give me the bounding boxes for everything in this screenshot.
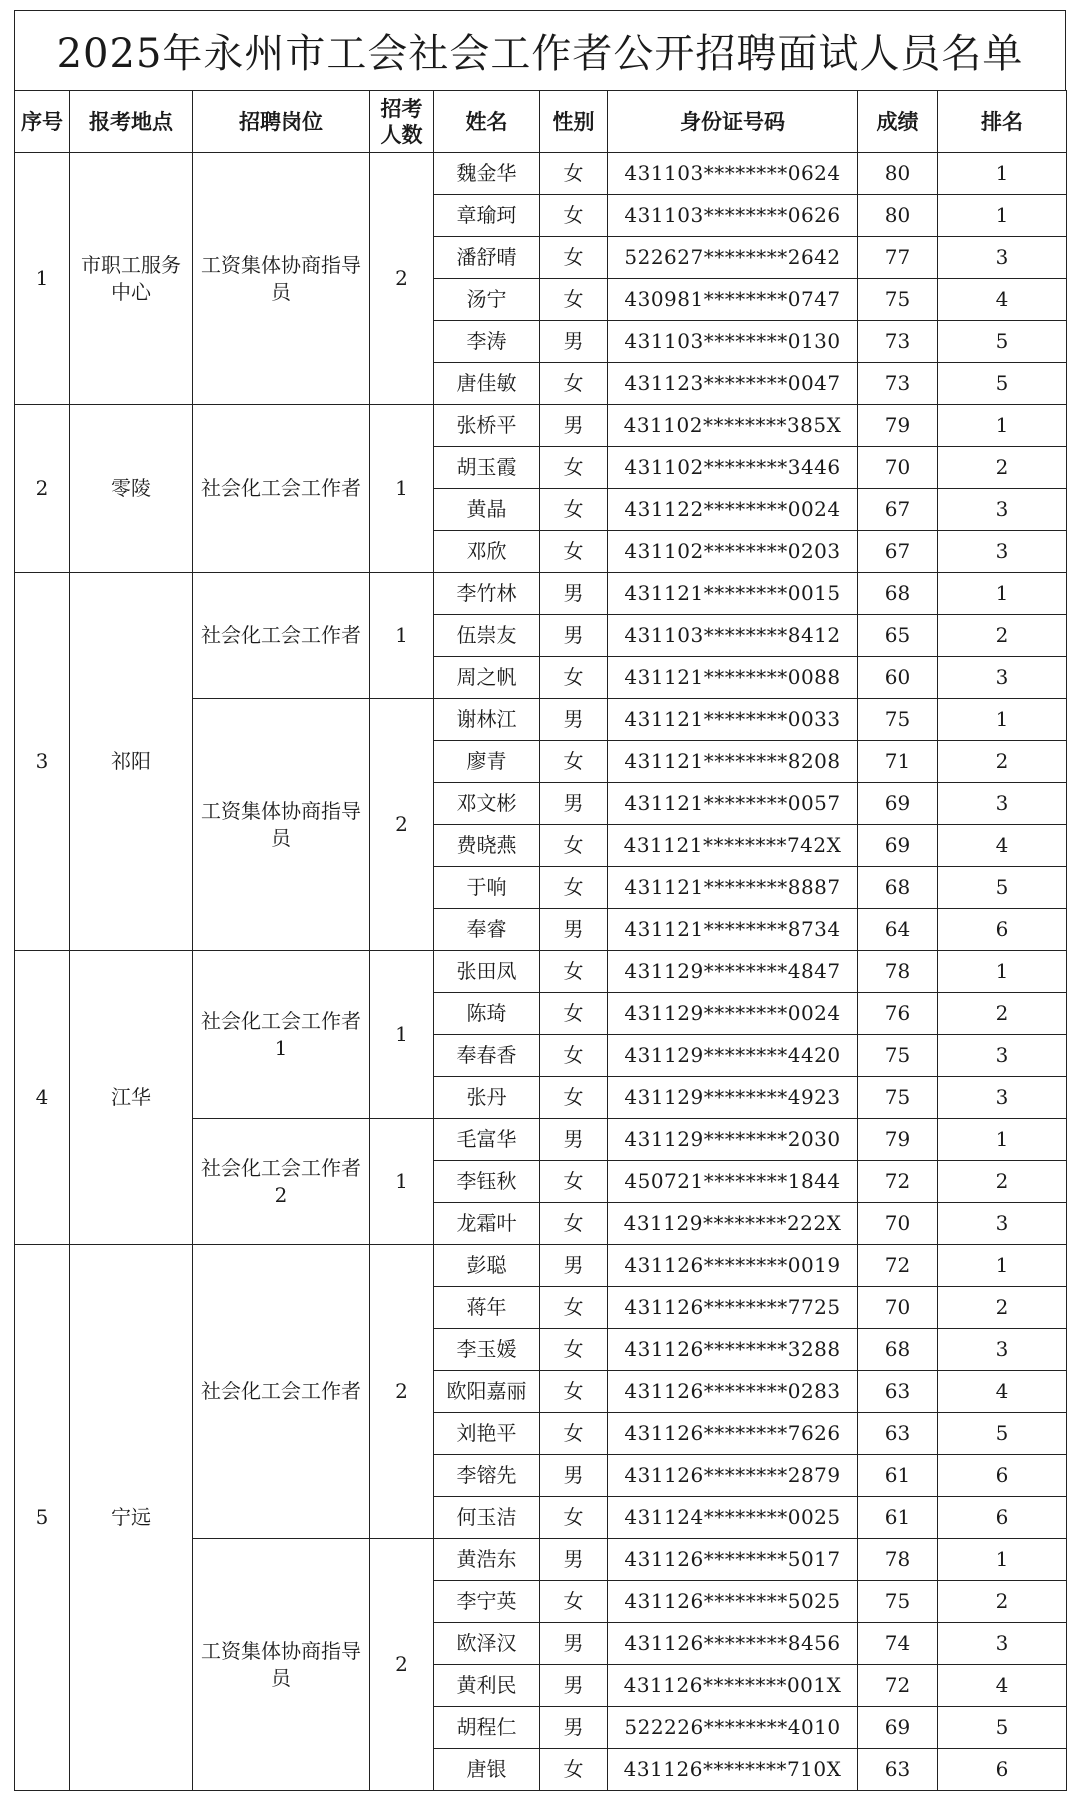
gender-cell: 女 <box>540 279 608 321</box>
score-cell: 63 <box>858 1749 938 1791</box>
header-seq: 序号 <box>15 91 70 153</box>
score-cell: 79 <box>858 1119 938 1161</box>
name-cell: 于响 <box>434 867 540 909</box>
table-row <box>15 1245 1067 1287</box>
id-cell: 431129********2030 <box>608 1119 858 1161</box>
gender-cell: 男 <box>540 783 608 825</box>
name-cell: 胡程仁 <box>434 1707 540 1749</box>
position-cell: 社会化工会工作者 <box>193 1245 370 1539</box>
rank-cell: 4 <box>938 279 1067 321</box>
id-cell: 431126********710X <box>608 1749 858 1791</box>
rank-cell: 4 <box>938 1371 1067 1413</box>
header-name: 姓名 <box>434 91 540 153</box>
table-row <box>15 951 1067 993</box>
id-cell: 522627********2642 <box>608 237 858 279</box>
rank-cell: 5 <box>938 1413 1067 1455</box>
score-cell: 75 <box>858 1581 938 1623</box>
name-cell: 奉睿 <box>434 909 540 951</box>
name-cell: 陈琦 <box>434 993 540 1035</box>
name-cell: 邓欣 <box>434 531 540 573</box>
score-cell: 78 <box>858 951 938 993</box>
rank-cell: 1 <box>938 1539 1067 1581</box>
rank-cell: 1 <box>938 153 1067 195</box>
id-cell: 431129********4847 <box>608 951 858 993</box>
rank-cell: 3 <box>938 1077 1067 1119</box>
gender-cell: 女 <box>540 1203 608 1245</box>
gender-cell: 女 <box>540 153 608 195</box>
location-cell: 祁阳 <box>70 573 193 951</box>
name-cell: 谢林江 <box>434 699 540 741</box>
score-cell: 80 <box>858 195 938 237</box>
id-cell: 431126********0283 <box>608 1371 858 1413</box>
header-quota <box>370 91 434 153</box>
rank-cell: 5 <box>938 1707 1067 1749</box>
score-cell: 69 <box>858 1707 938 1749</box>
rank-cell: 4 <box>938 825 1067 867</box>
score-cell: 77 <box>858 237 938 279</box>
gender-cell: 男 <box>540 1455 608 1497</box>
score-cell: 68 <box>858 867 938 909</box>
rank-cell: 3 <box>938 783 1067 825</box>
header-quota-line2: 人数 <box>380 122 423 147</box>
score-cell: 80 <box>858 153 938 195</box>
location-cell: 江华 <box>70 951 193 1245</box>
id-cell: 431126********0019 <box>608 1245 858 1287</box>
quota-cell: 1 <box>370 1119 434 1245</box>
gender-cell: 女 <box>540 1371 608 1413</box>
name-cell: 唐银 <box>434 1749 540 1791</box>
header-row <box>15 91 1067 153</box>
rank-cell: 1 <box>938 699 1067 741</box>
gender-cell: 女 <box>540 741 608 783</box>
id-cell: 431102********385X <box>608 405 858 447</box>
id-cell: 431102********3446 <box>608 447 858 489</box>
gender-cell: 女 <box>540 447 608 489</box>
gender-cell: 男 <box>540 1665 608 1707</box>
gender-cell: 男 <box>540 405 608 447</box>
gender-cell: 女 <box>540 825 608 867</box>
rank-cell: 2 <box>938 1287 1067 1329</box>
seq-cell: 4 <box>15 951 70 1245</box>
rank-cell: 3 <box>938 1035 1067 1077</box>
rank-cell: 2 <box>938 447 1067 489</box>
score-cell: 61 <box>858 1455 938 1497</box>
score-cell: 70 <box>858 447 938 489</box>
score-cell: 63 <box>858 1371 938 1413</box>
id-cell: 431103********0130 <box>608 321 858 363</box>
score-cell: 69 <box>858 825 938 867</box>
rank-cell: 6 <box>938 909 1067 951</box>
gender-cell: 女 <box>540 993 608 1035</box>
score-cell: 75 <box>858 699 938 741</box>
score-cell: 70 <box>858 1287 938 1329</box>
id-cell: 431121********8208 <box>608 741 858 783</box>
gender-cell: 男 <box>540 1119 608 1161</box>
name-cell: 廖青 <box>434 741 540 783</box>
name-cell: 邓文彬 <box>434 783 540 825</box>
table-body <box>15 153 1067 1791</box>
id-cell: 431126********7725 <box>608 1287 858 1329</box>
id-cell: 431129********0024 <box>608 993 858 1035</box>
gender-cell: 女 <box>540 1497 608 1539</box>
rank-cell: 3 <box>938 1329 1067 1371</box>
rank-cell: 6 <box>938 1455 1067 1497</box>
name-cell: 伍崇友 <box>434 615 540 657</box>
score-cell: 61 <box>858 1497 938 1539</box>
gender-cell: 男 <box>540 1707 608 1749</box>
score-cell: 75 <box>858 1035 938 1077</box>
id-cell: 431121********0033 <box>608 699 858 741</box>
name-cell: 费晓燕 <box>434 825 540 867</box>
score-cell: 71 <box>858 741 938 783</box>
name-cell: 章瑜珂 <box>434 195 540 237</box>
id-cell: 431102********0203 <box>608 531 858 573</box>
rank-cell: 1 <box>938 1245 1067 1287</box>
header-position: 招聘岗位 <box>193 91 370 153</box>
id-cell: 522226********4010 <box>608 1707 858 1749</box>
table-row <box>15 153 1067 195</box>
position-cell: 工资集体协商指导员 <box>193 699 370 951</box>
name-cell: 刘艳平 <box>434 1413 540 1455</box>
gender-cell: 女 <box>540 1581 608 1623</box>
id-cell: 431121********0015 <box>608 573 858 615</box>
id-cell: 431129********4420 <box>608 1035 858 1077</box>
header-score: 成绩 <box>858 91 938 153</box>
rank-cell: 3 <box>938 1203 1067 1245</box>
id-cell: 431126********5017 <box>608 1539 858 1581</box>
quota-cell: 1 <box>370 573 434 699</box>
name-cell: 张丹 <box>434 1077 540 1119</box>
score-cell: 73 <box>858 363 938 405</box>
score-cell: 75 <box>858 279 938 321</box>
gender-cell: 女 <box>540 657 608 699</box>
quota-cell: 2 <box>370 153 434 405</box>
header-rank: 排名 <box>938 91 1067 153</box>
rank-cell: 3 <box>938 657 1067 699</box>
id-cell: 431103********8412 <box>608 615 858 657</box>
rank-cell: 3 <box>938 531 1067 573</box>
id-cell: 431126********001X <box>608 1665 858 1707</box>
rank-cell: 5 <box>938 363 1067 405</box>
table-row <box>15 405 1067 447</box>
name-cell: 周之帆 <box>434 657 540 699</box>
name-cell: 黄浩东 <box>434 1539 540 1581</box>
title-box <box>14 10 1066 90</box>
interview-list-table <box>14 90 1067 1791</box>
position-cell: 工资集体协商指导员 <box>193 153 370 405</box>
id-cell: 431122********0024 <box>608 489 858 531</box>
name-cell: 欧阳嘉丽 <box>434 1371 540 1413</box>
name-cell: 李钰秋 <box>434 1161 540 1203</box>
rank-cell: 1 <box>938 951 1067 993</box>
gender-cell: 男 <box>540 1539 608 1581</box>
gender-cell: 男 <box>540 1623 608 1665</box>
score-cell: 74 <box>858 1623 938 1665</box>
rank-cell: 4 <box>938 1665 1067 1707</box>
name-cell: 汤宁 <box>434 279 540 321</box>
gender-cell: 女 <box>540 1287 608 1329</box>
score-cell: 65 <box>858 615 938 657</box>
name-cell: 龙霜叶 <box>434 1203 540 1245</box>
score-cell: 63 <box>858 1413 938 1455</box>
table-row <box>15 573 1067 615</box>
gender-cell: 女 <box>540 237 608 279</box>
rank-cell: 5 <box>938 867 1067 909</box>
location-cell: 零陵 <box>70 405 193 573</box>
id-cell: 431124********0025 <box>608 1497 858 1539</box>
score-cell: 72 <box>858 1161 938 1203</box>
header-gender: 性别 <box>540 91 608 153</box>
score-cell: 72 <box>858 1245 938 1287</box>
position-cell: 社会化工会工作者 <box>193 405 370 573</box>
position-cell: 社会化工会工作者1 <box>193 951 370 1119</box>
score-cell: 79 <box>858 405 938 447</box>
quota-cell: 2 <box>370 1539 434 1791</box>
location-cell: 宁远 <box>70 1245 193 1791</box>
gender-cell: 女 <box>540 531 608 573</box>
score-cell: 76 <box>858 993 938 1035</box>
id-cell: 431121********8734 <box>608 909 858 951</box>
rank-cell: 1 <box>938 405 1067 447</box>
rank-cell: 2 <box>938 993 1067 1035</box>
id-cell: 450721********1844 <box>608 1161 858 1203</box>
gender-cell: 女 <box>540 195 608 237</box>
rank-cell: 6 <box>938 1749 1067 1791</box>
name-cell: 毛富华 <box>434 1119 540 1161</box>
gender-cell: 女 <box>540 867 608 909</box>
name-cell: 李涛 <box>434 321 540 363</box>
gender-cell: 男 <box>540 1245 608 1287</box>
seq-cell: 1 <box>15 153 70 405</box>
rank-cell: 2 <box>938 1581 1067 1623</box>
name-cell: 彭聪 <box>434 1245 540 1287</box>
id-cell: 431121********8887 <box>608 867 858 909</box>
score-cell: 72 <box>858 1665 938 1707</box>
gender-cell: 男 <box>540 615 608 657</box>
quota-cell: 2 <box>370 699 434 951</box>
header-id: 身份证号码 <box>608 91 858 153</box>
score-cell: 73 <box>858 321 938 363</box>
score-cell: 68 <box>858 573 938 615</box>
seq-cell: 5 <box>15 1245 70 1791</box>
gender-cell: 女 <box>540 1077 608 1119</box>
name-cell: 何玉洁 <box>434 1497 540 1539</box>
score-cell: 75 <box>858 1077 938 1119</box>
id-cell: 431123********0047 <box>608 363 858 405</box>
id-cell: 431103********0626 <box>608 195 858 237</box>
quota-cell: 2 <box>370 1245 434 1539</box>
id-cell: 431121********0057 <box>608 783 858 825</box>
rank-cell: 6 <box>938 1497 1067 1539</box>
quota-cell: 1 <box>370 951 434 1119</box>
name-cell: 唐佳敏 <box>434 363 540 405</box>
score-cell: 68 <box>858 1329 938 1371</box>
id-cell: 431121********0088 <box>608 657 858 699</box>
id-cell: 431129********4923 <box>608 1077 858 1119</box>
position-cell: 工资集体协商指导员 <box>193 1539 370 1791</box>
gender-cell: 女 <box>540 951 608 993</box>
rank-cell: 2 <box>938 615 1067 657</box>
id-cell: 430981********0747 <box>608 279 858 321</box>
name-cell: 张桥平 <box>434 405 540 447</box>
name-cell: 李镕先 <box>434 1455 540 1497</box>
id-cell: 431121********742X <box>608 825 858 867</box>
gender-cell: 女 <box>540 489 608 531</box>
id-cell: 431126********2879 <box>608 1455 858 1497</box>
gender-cell: 女 <box>540 1161 608 1203</box>
score-cell: 69 <box>858 783 938 825</box>
position-cell: 社会化工会工作者2 <box>193 1119 370 1245</box>
gender-cell: 男 <box>540 699 608 741</box>
name-cell: 李宁英 <box>434 1581 540 1623</box>
gender-cell: 男 <box>540 909 608 951</box>
gender-cell: 女 <box>540 1749 608 1791</box>
id-cell: 431103********0624 <box>608 153 858 195</box>
name-cell: 黄利民 <box>434 1665 540 1707</box>
rank-cell: 1 <box>938 195 1067 237</box>
gender-cell: 男 <box>540 573 608 615</box>
name-cell: 潘舒晴 <box>434 237 540 279</box>
name-cell: 黄晶 <box>434 489 540 531</box>
score-cell: 64 <box>858 909 938 951</box>
page-title: 2025年永州市工会社会工作者公开招聘面试人员名单 <box>56 31 1024 77</box>
id-cell: 431126********8456 <box>608 1623 858 1665</box>
gender-cell: 女 <box>540 363 608 405</box>
id-cell: 431129********222X <box>608 1203 858 1245</box>
score-cell: 67 <box>858 531 938 573</box>
seq-cell: 2 <box>15 405 70 573</box>
name-cell: 欧泽汉 <box>434 1623 540 1665</box>
name-cell: 李玉媛 <box>434 1329 540 1371</box>
gender-cell: 男 <box>540 321 608 363</box>
position-cell: 社会化工会工作者 <box>193 573 370 699</box>
rank-cell: 3 <box>938 1623 1067 1665</box>
rank-cell: 2 <box>938 1161 1067 1203</box>
rank-cell: 2 <box>938 741 1067 783</box>
rank-cell: 1 <box>938 1119 1067 1161</box>
rank-cell: 5 <box>938 321 1067 363</box>
score-cell: 67 <box>858 489 938 531</box>
header-location: 报考地点 <box>70 91 193 153</box>
rank-cell: 1 <box>938 573 1067 615</box>
score-cell: 60 <box>858 657 938 699</box>
name-cell: 蒋年 <box>434 1287 540 1329</box>
name-cell: 张田凤 <box>434 951 540 993</box>
name-cell: 胡玉霞 <box>434 447 540 489</box>
id-cell: 431126********5025 <box>608 1581 858 1623</box>
name-cell: 奉春香 <box>434 1035 540 1077</box>
name-cell: 李竹林 <box>434 573 540 615</box>
seq-cell: 3 <box>15 573 70 951</box>
score-cell: 70 <box>858 1203 938 1245</box>
gender-cell: 女 <box>540 1413 608 1455</box>
gender-cell: 女 <box>540 1329 608 1371</box>
id-cell: 431126********7626 <box>608 1413 858 1455</box>
quota-cell: 1 <box>370 405 434 573</box>
name-cell: 魏金华 <box>434 153 540 195</box>
rank-cell: 3 <box>938 237 1067 279</box>
gender-cell: 女 <box>540 1035 608 1077</box>
score-cell: 78 <box>858 1539 938 1581</box>
id-cell: 431126********3288 <box>608 1329 858 1371</box>
header-quota-line1: 招考 <box>380 96 423 121</box>
location-cell: 市职工服务中心 <box>70 153 193 405</box>
rank-cell: 3 <box>938 489 1067 531</box>
